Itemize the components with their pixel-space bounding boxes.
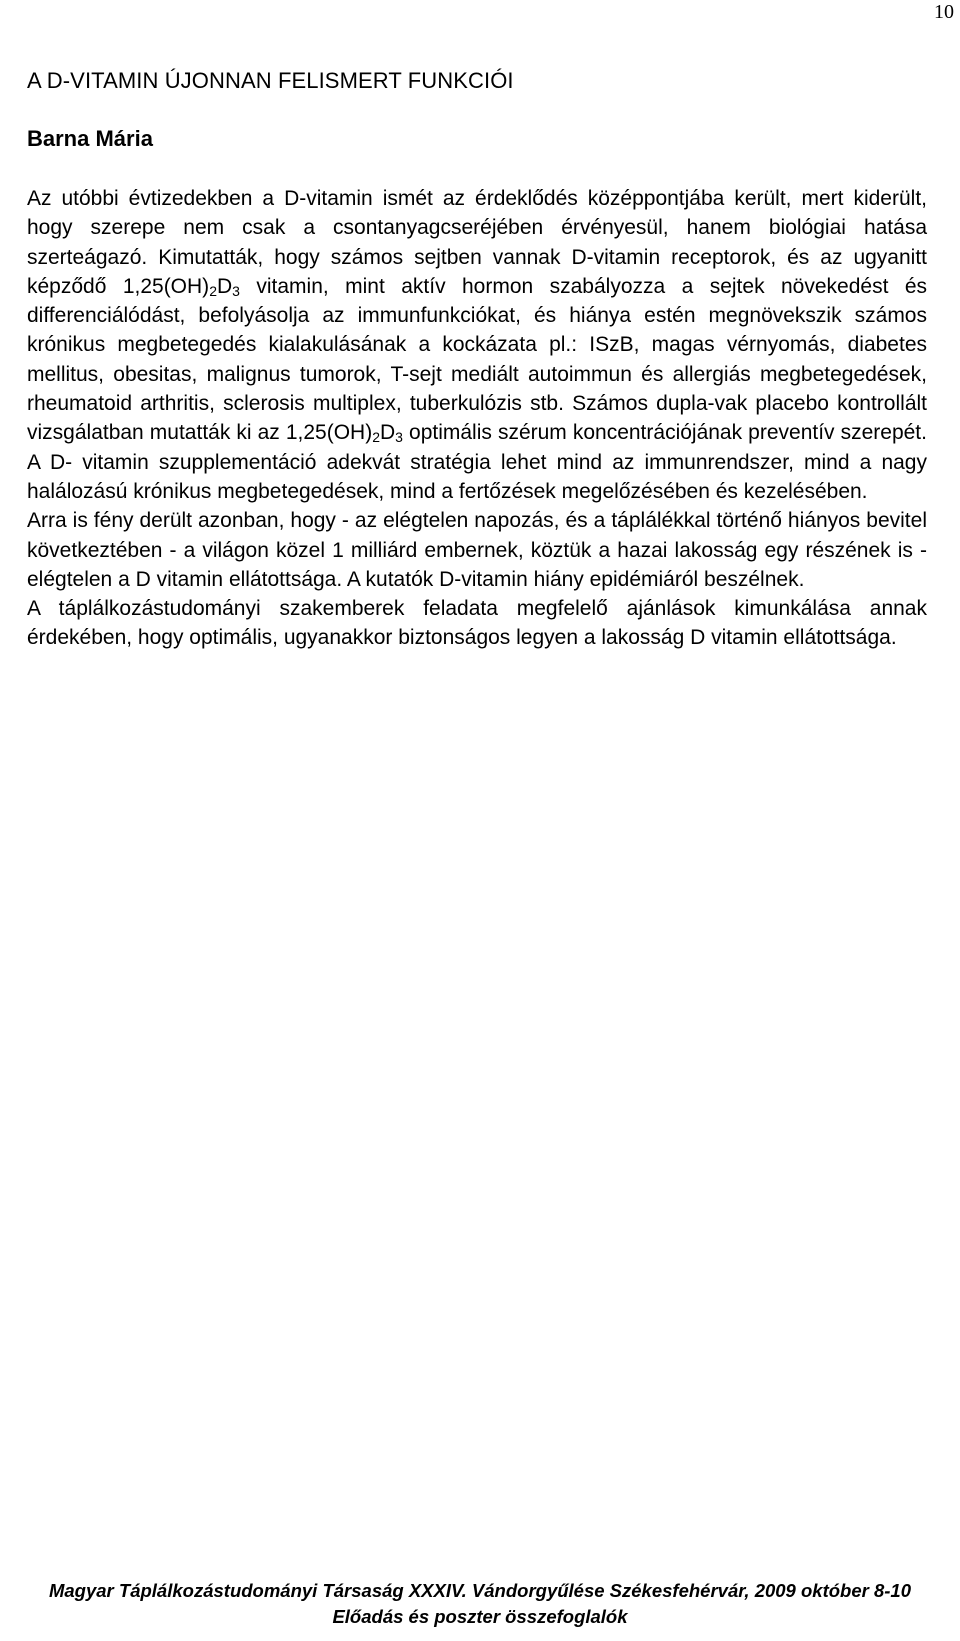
document-title: A D-VITAMIN ÚJONNAN FELISMERT FUNKCIÓI xyxy=(27,68,514,93)
footer-subtitle-line: Előadás és poszter összefoglalók xyxy=(332,1606,628,1627)
subscript: 2 xyxy=(209,282,217,299)
footer-conference-line: Magyar Táplálkozástudományi Társaság XXXIV. Vándorgyűlése Székesfehérvár, 2009 október 8-10 xyxy=(48,1580,911,1601)
paragraph-3: A táplálkozástudományi szakemberek feladata megfelelő ajánlások kimunkálása annak érdekében, hogy optimális, ugyanakkor biztonságos legyen a lakosság D vitamin ellátottsága. xyxy=(27,597,927,650)
abstract-text xyxy=(27,184,927,653)
paragraph-1-text-e: optimális szérum koncentrációjának preventív szerepét. A D- vitamin szupplementáció adekvát stratégia lehet mind az immunrendszer, mind a nagy halálozású krónikus megbetegedések, mind a fertőzések megelőzésében és kezelésében. xyxy=(27,421,927,503)
paragraph-1-text-a: Az utóbbi évtizedekben a D-vitamin ismét az érdeklődés középpontjába került, mert kiderült, hogy szerepe nem csak a csontanyagcseréjében érvényesül, hanem biológiai hatása szerteágazó. Kimutatták, hogy számos sejtben vannak D-vitamin receptorok, és az ugyanitt képződő 1,25(OH) xyxy=(27,187,927,298)
page-number: 10 xyxy=(934,1,954,23)
page-footer xyxy=(0,1578,960,1630)
paragraph-2: Arra is fény derült azonban, hogy - az elégtelen napozás, és a táplálékkal történő hiányos bevitel következtében - a világon közel 1 milliárd embernek, köztük a hazai lakosság egy részének is - elégtelen a D vitamin ellátottsága. A kutatók D-vitamin hiány epidémiáról beszélnek. xyxy=(27,509,927,591)
document-body xyxy=(27,66,927,653)
paragraph-1-text-b: D xyxy=(216,274,233,298)
subscript: 3 xyxy=(232,282,240,299)
paragraph-1-text-c: vitamin, mint aktív hormon szabályozza a sejtek növekedést és differenciálódást, befolyásolja az immunfunkciókat, és hiánya estén megnövekszik számos krónikus megbetegedés kialakulásának a kockázata pl.: ISzB, magas vérnyomás, diabetes mellitus, obesitas, malignus tumorok, T-sejt mediált autoimmun és allergiás megbetegedések, rheumatoid arthritis, sclerosis multiplex, tuberkulózis stb. Számos dupla-vak placebo kontrollált vizsgálatban mutatták ki az 1,25(OH) xyxy=(27,274,927,445)
subscript: 2 xyxy=(372,429,380,446)
subscript: 3 xyxy=(395,429,403,446)
paragraph-1 xyxy=(27,184,927,506)
author-name: Barna Mária xyxy=(27,126,153,151)
paragraph-1-text-d: D xyxy=(380,421,396,445)
